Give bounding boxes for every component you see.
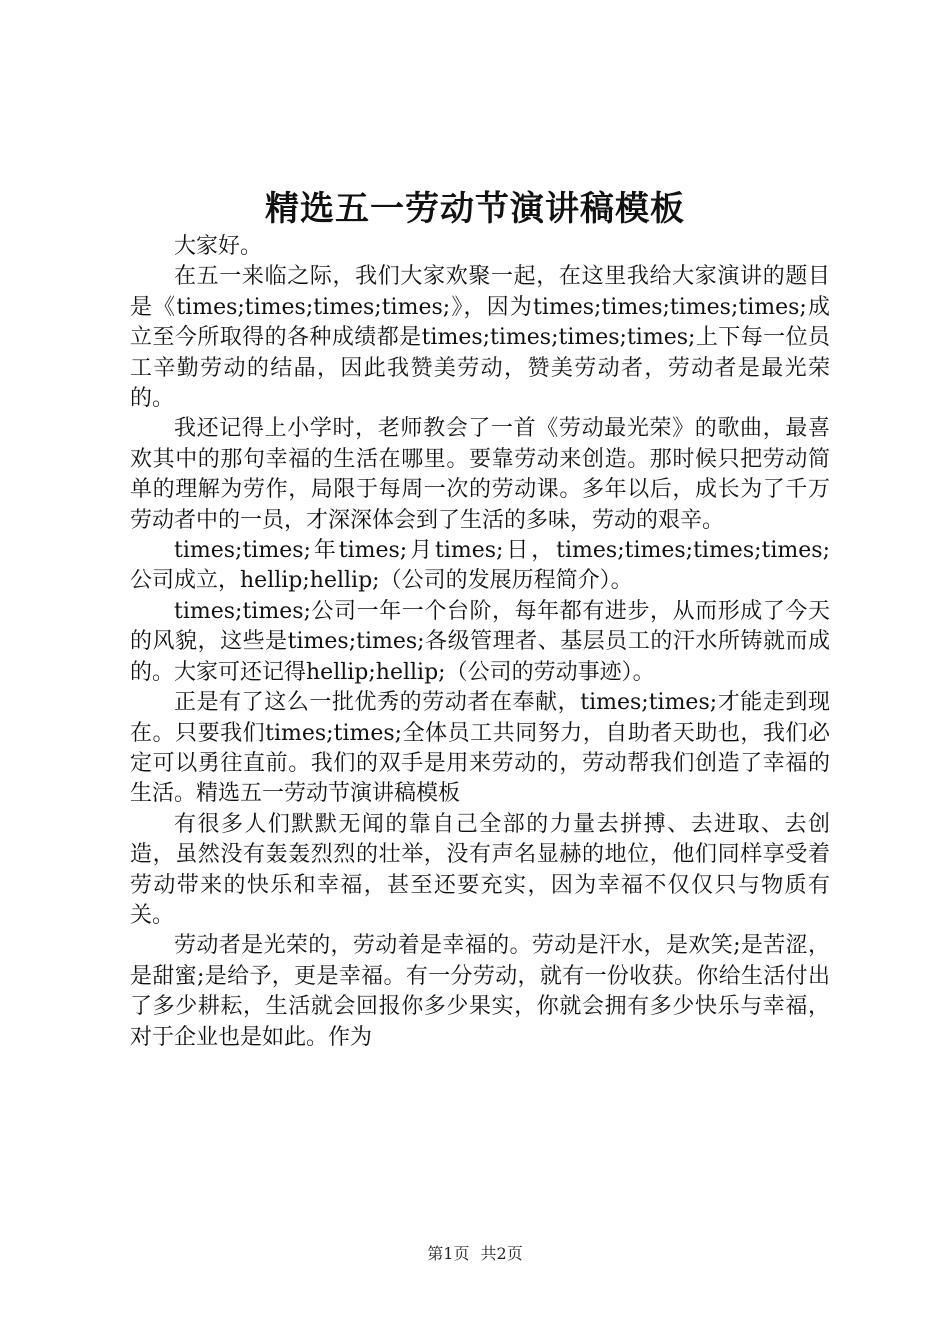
- paragraph: 正是有了这么一批优秀的劳动者在奉献，times;times;才能走到现在。只要我们times;times;全体员工共同努力，自助者天助也，我们必定可以勇往直前。我们的双手是用来劳动的，劳动帮我们创造了幸福的生活。精选五一劳动节演讲稿模板: [130, 690, 830, 807]
- paragraph: 有很多人们默默无闻的靠自己全部的力量去拼搏、去进取、去创造，虽然没有轰轰烈烈的壮举，没有声名显赫的地位，他们同样享受着劳动带来的快乐和幸福，甚至还要充实，因为幸福不仅仅只与物质有关。: [130, 811, 830, 928]
- paragraph: times;times;公司一年一个台阶，每年都有进步，从而形成了今天的风貌，这些是times;times;各级管理者、基层员工的汗水所铸就而成的。大家可还记得hellip;hellip;（公司的劳动事迹）。: [130, 598, 830, 685]
- paragraph: 我还记得上小学时，老师教会了一首《劳动最光荣》的歌曲，最喜欢其中的那句幸福的生活在哪里。要靠劳动来创造。那时候只把劳动简单的理解为劳作，局限于每周一次的劳动课。多年以后，成长为了千万劳动者中的一员，才深深体会到了生活的多味，劳动的艰辛。: [130, 416, 830, 533]
- document-body: [130, 232, 830, 1053]
- paragraph-greeting: 大家好。: [174, 234, 263, 259]
- page-total: 共2页: [480, 1244, 523, 1263]
- page-number: 第1页: [427, 1244, 470, 1263]
- page-footer: [0, 1242, 950, 1266]
- paragraph: times;times;年times;月times;日，times;times;times;times;公司成立，hellip;hellip;（公司的发展历程简介）。: [130, 538, 830, 594]
- document-title: 精选五一劳动节演讲稿模板: [265, 189, 685, 229]
- paragraph: 劳动者是光荣的，劳动着是幸福的。劳动是汗水，是欢笑;是苦涩，是甜蜜;是给予，更是幸福。有一分劳动，就有一份收获。你给生活付出了多少耕耘，生活就会回报你多少果实，你就会拥有多少快乐与幸福，对于企业也是如此。作为: [130, 933, 830, 1050]
- paragraph: 在五一来临之际，我们大家欢聚一起，在这里我给大家演讲的题目是《times;times;times;times;》，因为times;times;times;times;成立至今所取得的各种成绩都是times;times;times;times;上下每一位员工辛勤劳动的结晶，因此我赞美劳动，赞美劳动者，劳动者是最光荣的。: [130, 264, 830, 412]
